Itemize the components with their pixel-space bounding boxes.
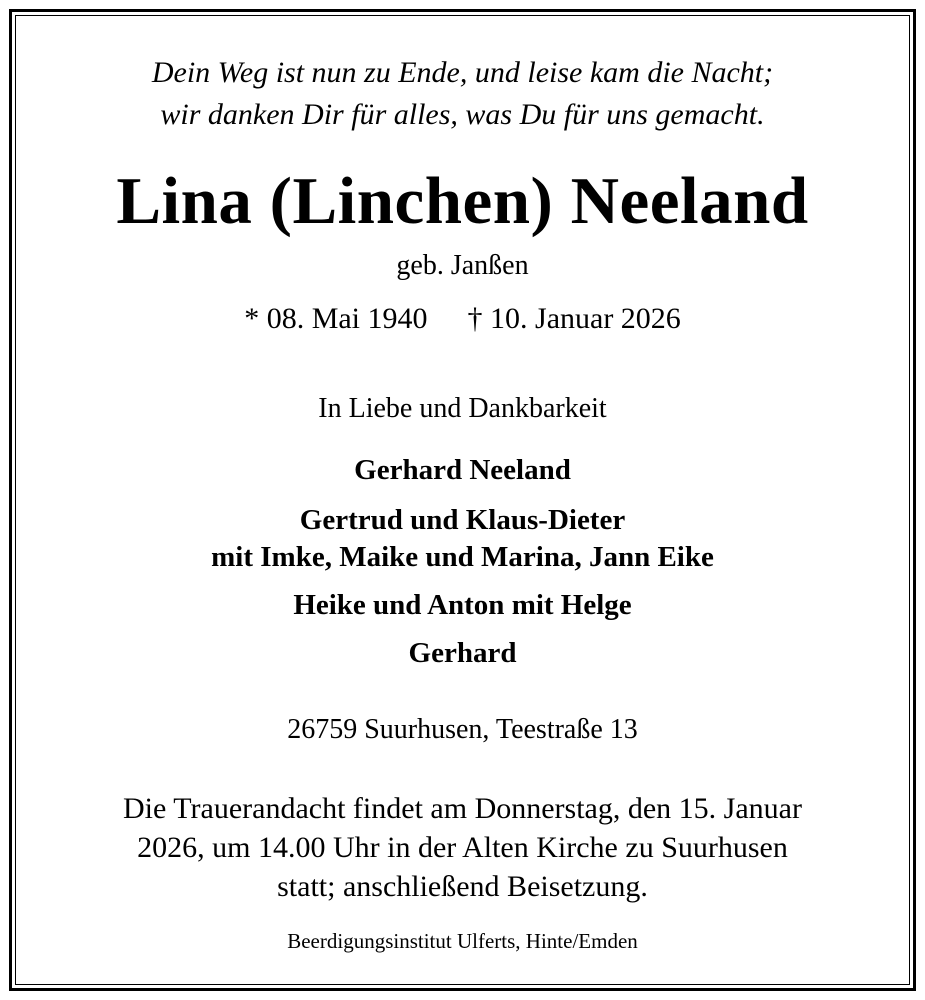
family-line-1: Gerhard Neeland [354, 454, 571, 486]
family-line-5: Gerhard [408, 637, 517, 669]
service-line-3: statt; anschließend Beisetzung. [277, 870, 648, 903]
family-line-4: Heike und Anton mit Helge [293, 589, 632, 621]
service-line-1: Die Trauerandacht findet am Donnerstag, den 15. Januar [123, 792, 802, 825]
dedication: In Liebe und Dankbarkeit [318, 393, 607, 424]
verse-line-2: wir danken Dir für alles, was Du für uns gemacht. [160, 98, 765, 131]
funeral-home: Beerdigungsinstitut Ulferts, Hinte/Emden [287, 929, 638, 953]
verse-line-1: Dein Weg ist nun zu Ende, und leise kam die Nacht; [151, 56, 774, 89]
deceased-name: Lina (Linchen) Neeland [116, 164, 809, 238]
maiden-name: geb. Janßen [396, 250, 529, 281]
death-date: † 10. Januar 2026 [467, 302, 681, 335]
service-line-2: 2026, um 14.00 Uhr in der Alten Kirche zu Suurhusen [137, 831, 788, 864]
birth-date: * 08. Mai 1940 [244, 302, 428, 335]
address: 26759 Suurhusen, Teestraße 13 [287, 714, 638, 745]
life-dates [0, 304, 925, 334]
family-line-3: mit Imke, Maike und Marina, Jann Eike [211, 541, 714, 573]
family-line-2: Gertrud und Klaus-Dieter [299, 504, 626, 536]
